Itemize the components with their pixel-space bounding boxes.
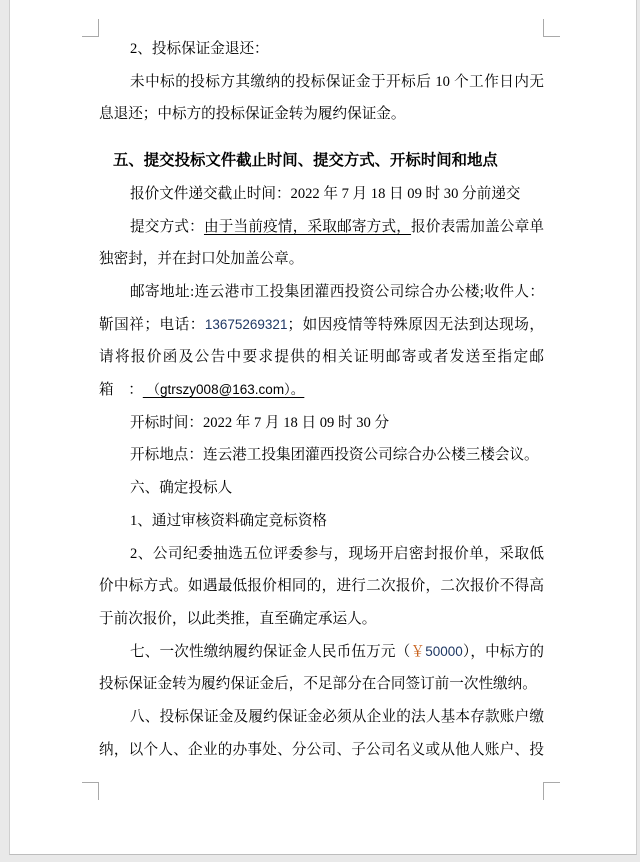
text-run: 提交方式： (130, 218, 204, 235)
text-run: ；如因疫情等特殊原因无法到达现场， (287, 316, 544, 333)
text-line (99, 734, 544, 767)
text-line (99, 570, 544, 603)
text-line (99, 374, 544, 407)
currency-symbol: ￥ (410, 643, 426, 660)
text-line (99, 505, 544, 538)
text-line (99, 98, 544, 131)
text-boundary-mark-top-right (543, 19, 560, 37)
section-heading (99, 145, 544, 178)
deposit-amount: 50000 (425, 643, 463, 659)
text-line (99, 439, 544, 472)
text-line (99, 538, 544, 571)
text-run: 开标地点：连云港工投集团灌西投资公司综合办公楼三楼会议。 (130, 447, 539, 464)
text-line (99, 407, 544, 440)
text-boundary-mark-top-left (82, 19, 99, 37)
text-run: 价中标方式。如遇最低报价相同的，进行二次报价，二次报价不得高 (99, 578, 544, 595)
text-run: 靳国祥；电话： (99, 316, 205, 333)
email-address: （gtrszy008@163.com）。 (142, 382, 305, 398)
text-boundary-mark-bottom-right (543, 782, 560, 800)
text-run: 2、投标保证金退还： (130, 41, 269, 57)
text-run: 请将报价函及公告中要求提供的相关证明邮寄或者发送至指定邮 (99, 349, 544, 366)
text-line (99, 668, 544, 701)
text-run: 六、确定投标人 (130, 480, 233, 497)
text-run: 报价表需加盖公章单 (411, 218, 544, 235)
text-run: 纳，以个人、企业的办事处、分公司、子公司名义或从他人账户、投 (99, 741, 544, 758)
text-line (99, 33, 544, 66)
document-text (99, 33, 544, 766)
text-line (99, 701, 544, 734)
text-line (99, 276, 544, 309)
text-line (99, 309, 544, 342)
text-line (99, 472, 544, 505)
text-run: 投标保证金转为履约保证金后，不足部分在合同签订前一次性缴纳。 (99, 676, 537, 693)
phone-number: 13675269321 (204, 316, 288, 332)
text-run: 2、公司纪委抽选五位评委参与，现场开启密封报价单，采取低 (130, 545, 544, 562)
text-run: 七、一次性缴纳履约保证金人民币伍万元（ (130, 643, 411, 660)
text-run: 息退还；中标方的投标保证金转为履约保证金。 (99, 106, 406, 123)
text-line (99, 178, 544, 211)
text-run: ），中标方的 (462, 643, 544, 660)
text-line (99, 66, 544, 99)
text-run: 开标时间：2022 年 7 月 18 日 09 时 30 分 (130, 414, 390, 431)
text-run: 独密封，并在封口处加盖公章。 (99, 251, 304, 268)
text-run: 八、投标保证金及履约保证金必须从企业的法人基本存款账户缴 (130, 709, 544, 726)
text-run: 由于当前疫情，采取邮寄方式， (203, 218, 412, 235)
text-boundary-mark-bottom-left (82, 782, 99, 800)
text-run: 未中标的投标方其缴纳的投标保证金于开标后 10 个工作日内无 (130, 73, 544, 90)
text-line (99, 341, 544, 374)
text-run: 于前次报价，以此类推，直至确定承运人。 (99, 610, 377, 627)
text-run: 箱 ： (99, 382, 143, 399)
text-line (99, 636, 544, 669)
text-line (99, 603, 544, 636)
text-line (99, 211, 544, 244)
text-run: 报价文件递交截止时间：2022 年 7 月 18 日 09 时 30 分前递交 (130, 185, 521, 202)
text-run: 五、提交投标文件截止时间、提交方式、开标时间和地点 (113, 152, 498, 170)
text-run: 邮寄地址:连云港市工投集团灌西投资公司综合办公楼;收件人： (130, 283, 544, 300)
text-line (99, 243, 544, 276)
text-run: 1、通过审核资料确定竞标资格 (130, 512, 328, 529)
